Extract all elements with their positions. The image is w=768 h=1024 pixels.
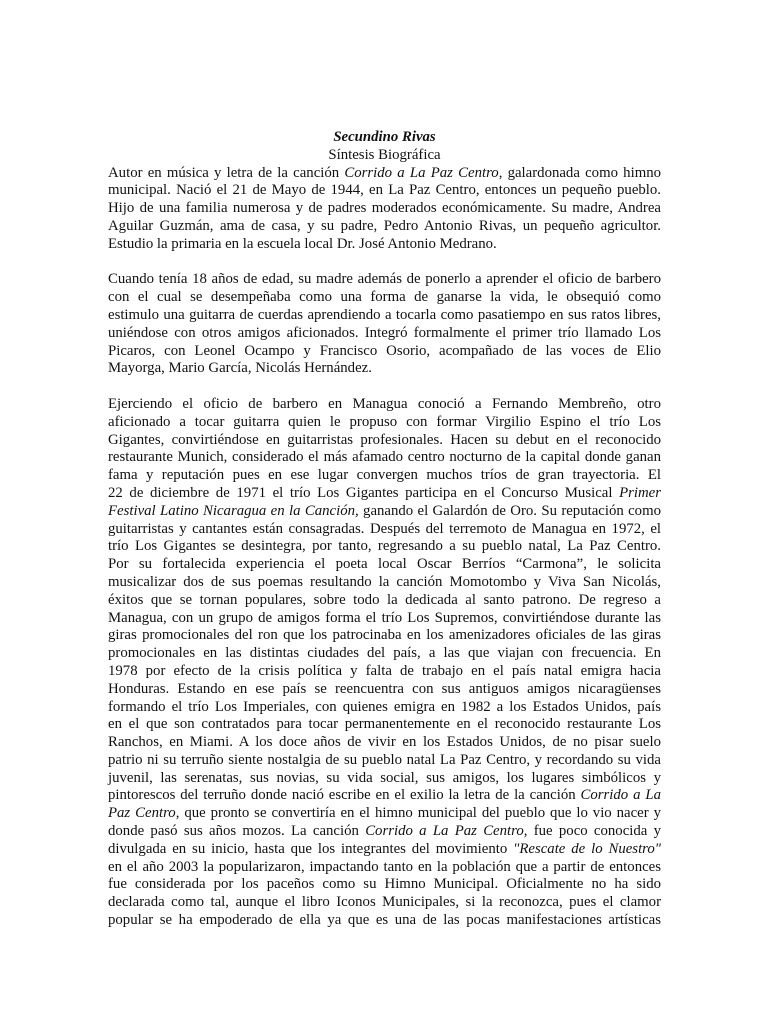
text-line [108, 538, 661, 556]
text-run: declarada como tal, aunque el libro Iconos Municipales, si la reconozca, pues el clamor [108, 894, 661, 911]
text-run: Estudio la primaria en la escuela local Dr. José Antonio Medrano. [108, 235, 497, 252]
text-line [108, 449, 661, 467]
text-run: Aguilar Guzmán, ama de casa, y su padre, Pedro Antonio Rivas, un pequeño agricultor. [108, 217, 661, 234]
text-run: patrio ni su terruño siente nostalgia de su pueblo natal La Paz Centro, y recordando su vida [108, 751, 661, 768]
text-run: Gigantes, convirtiéndose en guitarristas profesionales. Hacen su debut en el reconocido [108, 431, 661, 448]
text-line [108, 859, 661, 877]
text-run: éxitos que se tornan populares, sobre todo la dedicada al santo patrono. De regreso a [108, 591, 661, 608]
text-line [108, 574, 661, 592]
text-run: pintorescos del terruño donde nació escribe en el exilio la letra de la canción [108, 787, 581, 804]
text-line [108, 627, 661, 645]
text-run: ganando el Galardón de Oro. Su reputación como [358, 502, 661, 519]
document-subtitle: Síntesis Biográfica [328, 146, 441, 163]
text-line [108, 343, 661, 361]
text-run: con el cual se desempeñaba como una forma de ganarse la vida, le obsequió como [108, 289, 661, 306]
text-line [108, 663, 661, 681]
text-run: estimulo una guitarra de cuerdas aprendiendo a tocarla como pasatiempo en sus ratos libres, [108, 306, 661, 323]
text-line [108, 823, 661, 841]
italic-text-run: Paz Centro [108, 805, 176, 822]
text-line [108, 218, 661, 236]
text-run: Ranchos, en Miami. A los doce años de vivir en los Estados Unidos, de no pisar suelo [108, 734, 661, 751]
text-line [108, 165, 661, 183]
text-run: divulgada en su inicio, hasta que los integrantes del movimiento [108, 840, 514, 857]
text-run: Honduras. Estando en ese país se reencuentra con sus antiguos amigos nicaragüenses [108, 680, 661, 697]
text-line [108, 289, 661, 307]
text-line [108, 271, 661, 289]
text-line [108, 805, 661, 823]
text-run: 22 de diciembre de 1971 el trío Los Gigantes participa en el Concurso Musical [108, 484, 620, 501]
text-line [108, 770, 661, 788]
text-line [108, 894, 661, 912]
text-run: juvenil, las serenatas, sus novias, su vida social, sus amigos, los lugares simbólicos y [108, 769, 661, 786]
document-title: Secundino Rivas [333, 129, 436, 145]
text-run: musicalizar dos de sus poemas resultando la canción Momotombo y Viva San Nicolás, [108, 573, 661, 590]
paragraph [108, 165, 661, 254]
text-run: popular se ha empoderado de ella ya que es una de las pocas manifestaciones artísticas [108, 912, 661, 929]
text-line [108, 521, 661, 539]
text-run: restaurante Munich, considerado el más afamado centro nocturno de la capital donde ganan [108, 449, 661, 466]
text-line [108, 182, 661, 200]
document-body [108, 165, 661, 930]
text-run: Picaros, con Leonel Ocampo y Francisco Osorio, acompañado de las voces de Elio [108, 342, 661, 359]
text-line [108, 699, 661, 717]
text-run: , galardonada como himno [498, 164, 661, 181]
italic-text-run: Corrido a La [580, 787, 661, 804]
paragraph [108, 396, 661, 930]
text-run: guitarristas y cantantes están consagradas. Después del terremoto de Managua en 1972, el [108, 520, 661, 537]
text-run: , que pronto se convertiría en el himno municipal del pueblo que lo vio nacer y [175, 805, 661, 822]
text-run: en el año 2003 la popularizaron, impactando tanto en la población que a partir de entonces [108, 858, 661, 875]
text-run: formando el trío Los Imperiales, con quienes emigra en 1982 a los Estados Unidos, país [108, 698, 661, 715]
document-page [108, 129, 661, 948]
text-run: giras promocionales del ron que los patrocinaba en los amenizadores oficiales de las giras [108, 627, 661, 644]
text-run: fue considerada por los paceños como su Himno Municipal. Oficialmente no ha sido [108, 876, 661, 893]
text-run: Ejerciendo el oficio de barbero en Managua conoció a Fernando Membreño, otro [108, 395, 661, 412]
paragraph [108, 271, 661, 378]
text-line [108, 592, 661, 610]
text-line [108, 734, 661, 752]
text-run: en el que son contratados para tocar permanentemente en el reconocido restaurante Los [108, 716, 661, 733]
text-run: donde pasó sus años mozos. La canción [108, 823, 366, 840]
text-run: trío Los Gigantes se desintegra, por tanto, regresando a su pueblo natal, La Paz Centro. [108, 538, 661, 555]
text-run: fue poco conocida y [527, 823, 662, 840]
text-run: Cuando tenía 18 años de edad, su madre además de ponerlo a aprender el oficio de barbero [108, 271, 661, 288]
text-run: Mayorga, Mario García, Nicolás Hernández. [108, 360, 372, 377]
text-run: fama y reputación pues en ese lugar convergen muchos tríos de gran trayectoria. El [108, 467, 661, 484]
text-run: Por su fortalecida experiencia el poeta local Oscar Berríos “Carmona”, le solicita [108, 556, 661, 573]
text-line [108, 787, 661, 805]
text-run: aficionado a tocar guitarra quien le propuso con formar Virgilio Espino el trío Los [108, 413, 661, 430]
text-line [108, 912, 661, 930]
italic-text-run: Corrido a La Paz Centro [344, 164, 499, 181]
italic-text-run: Corrido a La Paz Centro, [365, 823, 528, 840]
text-run: uniéndose con otros amigos aficionados. Integró formalmente el primer trío llamado Los [108, 324, 661, 341]
text-line [108, 645, 661, 663]
text-line [108, 307, 661, 325]
text-line [108, 752, 661, 770]
text-run: Hijo de una familia numerosa y de padres moderados económicamente. Su madre, Andrea [108, 200, 661, 217]
text-line [108, 876, 661, 894]
text-run: Managua, con un grupo de amigos forma el trío Los Supremos, convirtiéndose durante las [108, 609, 661, 626]
text-run: 1978 por efecto de la crisis política y falta de trabajo en el país natal emigra hacia [108, 662, 661, 679]
text-line [108, 325, 661, 343]
text-line [108, 681, 661, 699]
text-line [108, 610, 661, 628]
text-line [108, 467, 661, 485]
text-line [108, 556, 661, 574]
text-line [108, 716, 661, 734]
text-line [108, 200, 661, 218]
text-line [108, 432, 661, 450]
text-run: promocionales en las distintas ciudades del país, a las que viajan con frecuencia. En [108, 645, 661, 662]
text-line [108, 396, 661, 414]
text-run: municipal. Nació el 21 de Mayo de 1944, en La Paz Centro, entonces un pequeño pueblo. [108, 182, 661, 199]
text-line [108, 236, 661, 254]
text-line [108, 503, 661, 521]
text-line [108, 414, 661, 432]
text-run: Autor en música y letra de la canción [108, 164, 345, 181]
italic-text-run: Festival Latino Nicaragua en la Canción, [108, 502, 359, 519]
text-line [108, 360, 661, 378]
text-line [108, 841, 661, 859]
text-line [108, 485, 661, 503]
italic-text-run: Primer [619, 484, 661, 501]
italic-text-run: "Rescate de lo Nuestro" [513, 840, 662, 857]
